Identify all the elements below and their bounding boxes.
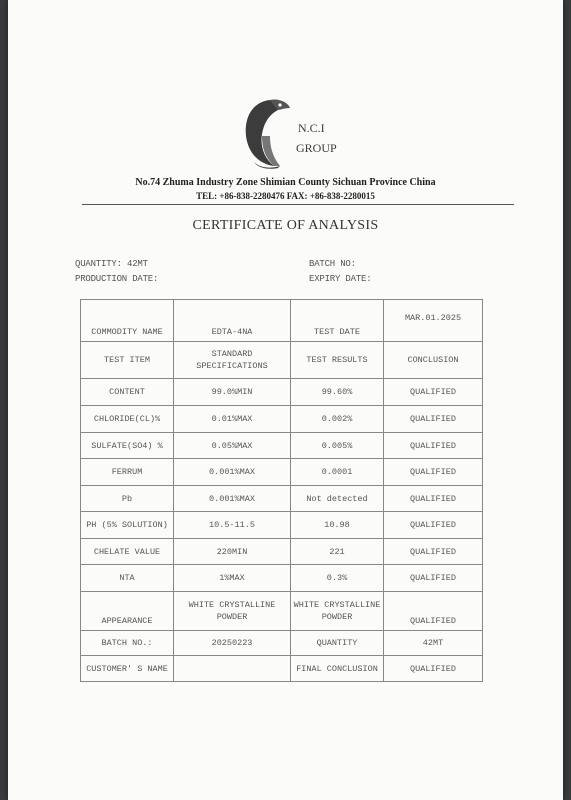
cell-standard: 10.5-11.5 xyxy=(174,512,291,539)
test-date-label: TEST DATE xyxy=(291,300,384,342)
table-row xyxy=(81,565,483,592)
brand-name xyxy=(296,118,337,158)
quantity-label: QUANTITY xyxy=(291,631,384,656)
cell-result: WHITE CRYSTALLINE POWDER xyxy=(291,592,384,631)
header-conclusion: CONCLUSION xyxy=(384,342,483,379)
customer-label: CUSTOMER' S NAME xyxy=(81,656,174,682)
company-contact: TEL: +86-838-2280476 FAX: +86-838-2280015 xyxy=(196,191,375,201)
cell-item: NTA xyxy=(81,565,174,592)
cell-item: Pb xyxy=(81,486,174,512)
cell-standard: 0.001%MAX xyxy=(174,459,291,486)
table-row xyxy=(81,486,483,512)
test-date-value: MAR.01.2025 xyxy=(384,300,483,342)
table-row xyxy=(81,379,483,406)
cell-item: APPEARANCE xyxy=(81,592,174,631)
cell-standard: WHITE CRYSTALLINE POWDER xyxy=(174,592,291,631)
cell-standard: 0.01%MAX xyxy=(174,406,291,433)
cell-conclusion: QUALIFIED xyxy=(384,486,483,512)
cell-result: Not detected xyxy=(291,486,384,512)
cell-item: PH (5% SOLUTION) xyxy=(81,512,174,539)
table-row xyxy=(81,433,483,459)
cell-standard: 0.001%MAX xyxy=(174,486,291,512)
cell-item: FERRUM xyxy=(81,459,174,486)
commodity-label: COMMODITY NAME xyxy=(81,300,174,342)
cell-result: 0.3% xyxy=(291,565,384,592)
table-header-row xyxy=(81,342,483,379)
company-address: No.74 Zhuma Industry Zone Shimian County Sichuan Province China xyxy=(135,177,436,188)
table-row xyxy=(81,631,483,656)
table-row xyxy=(81,656,483,682)
cell-conclusion: QUALIFIED xyxy=(384,459,483,486)
final-conclusion-label: FINAL CONCLUSION xyxy=(291,656,384,682)
header-standard: STANDARD SPECIFICATIONS xyxy=(174,342,291,379)
meta-batch-no: BATCH NO: xyxy=(309,259,356,269)
table-row xyxy=(81,539,483,565)
header-test-item: TEST ITEM xyxy=(81,342,174,379)
brand-line-1: N.C.I xyxy=(298,121,325,135)
cell-conclusion: QUALIFIED xyxy=(384,512,483,539)
cell-item: CONTENT xyxy=(81,379,174,406)
cell-standard: 1%MAX xyxy=(174,565,291,592)
cell-standard: 99.0%MIN xyxy=(174,379,291,406)
cell-item: CHELATE VALUE xyxy=(81,539,174,565)
table-row xyxy=(81,459,483,486)
analysis-table xyxy=(80,299,483,682)
cell-result: 221 xyxy=(291,539,384,565)
header-divider xyxy=(82,204,514,205)
final-conclusion-value: QUALIFIED xyxy=(384,656,483,682)
cell-item: CHLORIDE(CL)% xyxy=(81,406,174,433)
meta-production-date: PRODUCTION DATE: xyxy=(75,274,159,284)
cell-result: 99.60% xyxy=(291,379,384,406)
cell-result: 0.002% xyxy=(291,406,384,433)
cell-conclusion: QUALIFIED xyxy=(384,539,483,565)
brand-line-2: GROUP xyxy=(296,141,337,155)
cell-result: 10.98 xyxy=(291,512,384,539)
table-row xyxy=(81,300,483,342)
cell-result: 0.005% xyxy=(291,433,384,459)
header-results: TEST RESULTS xyxy=(291,342,384,379)
table-row xyxy=(81,592,483,631)
cell-standard: 0.05%MAX xyxy=(174,433,291,459)
customer-value xyxy=(174,656,291,682)
cell-standard: 220MIN xyxy=(174,539,291,565)
document-title: CERTIFICATE OF ANALYSIS xyxy=(192,218,379,233)
commodity-value: EDTA-4NA xyxy=(174,300,291,342)
cell-conclusion: QUALIFIED xyxy=(384,565,483,592)
cell-conclusion: QUALIFIED xyxy=(384,592,483,631)
table-row xyxy=(81,512,483,539)
penguin-logo-icon xyxy=(240,96,292,170)
batch-value: 20250223 xyxy=(174,631,291,656)
meta-expiry-date: EXPIRY DATE: xyxy=(309,274,372,284)
cell-item: SULFATE(SO4) % xyxy=(81,433,174,459)
quantity-value: 42MT xyxy=(384,631,483,656)
cell-result: 0.0001 xyxy=(291,459,384,486)
table-row xyxy=(81,406,483,433)
batch-label: BATCH NO.: xyxy=(81,631,174,656)
cell-conclusion: QUALIFIED xyxy=(384,433,483,459)
meta-quantity: QUANTITY: 42MT xyxy=(75,259,148,269)
cell-conclusion: QUALIFIED xyxy=(384,406,483,433)
cell-conclusion: QUALIFIED xyxy=(384,379,483,406)
